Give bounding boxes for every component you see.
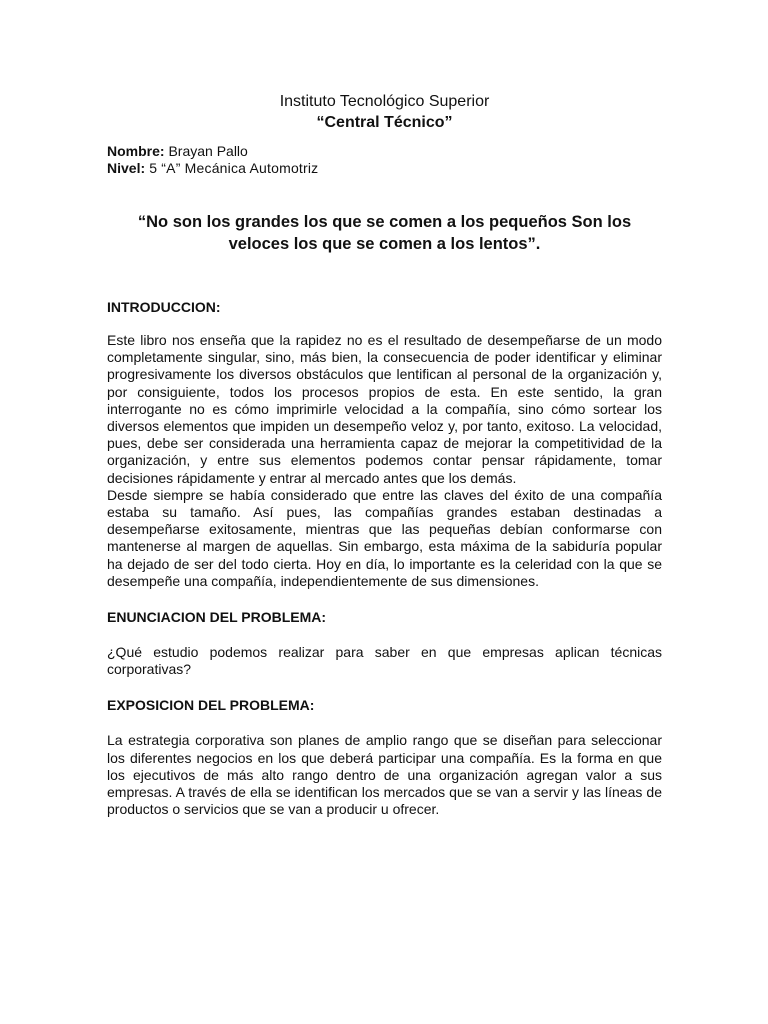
student-info	[107, 143, 662, 177]
problem-exposition-paragraph: La estrategia corporativa son planes de amplio rango que se diseñan para seleccionar los diferentes negocios en los que deberá participar una compañía. Es la forma en que los ejecutivos de más alto rango dentro de una organización agregan valor a sus empresas. A través de ella se identifican los mercados que se van a servir y las líneas de productos o servicios que se van a producir u ofrecer.	[107, 732, 662, 818]
quote: “No son los grandes los que se comen a los pequeños Son los veloces los que se comen a los lentos”.	[137, 213, 632, 253]
institute-title: Instituto Tecnológico Superior	[279, 93, 490, 110]
problem-exposition-heading: EXPOSICION DEL PROBLEMA:	[107, 697, 315, 714]
problem-statement-heading: ENUNCIACION DEL PROBLEMA:	[107, 609, 327, 626]
institute-subtitle: “Central Técnico”	[316, 114, 453, 131]
name-row	[107, 143, 662, 160]
level-row	[107, 160, 662, 177]
level-value: 5 “A” Mecánica Automotriz	[145, 160, 319, 176]
name-value: Brayan Pallo	[164, 143, 248, 159]
introduction-paragraph-2: Desde siempre se había considerado que entre las claves del éxito de una compañía estaba su tamaño. Así pues, las compañías grandes estaban destinadas a desempeñarse exitosamente, mientras que las pequeñas debían conformarse con mantenerse al margen de aquellas. Sin embargo, esta máxima de la sabiduría popular ha dejado de ser del todo cierta. Hoy en día, lo importante es la celeridad con la que se desempeñe una compañía, independientemente de sus dimensiones.	[107, 486, 662, 589]
introduction-paragraph-1: Este libro nos enseña que la rapidez no es el resultado de desempeñarse de un modo completamente singular, sino, más bien, la consecuencia de poder identificar y eliminar progresivamente los diversos obstáculos que lentifican al personal de la organización y, por consiguiente, todos los procesos propios de esta. En este sentido, la gran interrogante no es cómo imprimirle velocidad a la compañía, sino cómo sortear los diversos elementos que impiden un desempeño veloz y, por tanto, exitoso. La velocidad, pues, debe ser considerada una herramienta capaz de mejorar la competitividad de la organización, y entre sus elementos podemos contar pensar rápidamente, tomar decisiones rápidamente y entrar al mercado antes que los demás.	[107, 332, 662, 486]
level-label: Nivel:	[107, 160, 146, 176]
problem-statement-paragraph: ¿Qué estudio podemos realizar para saber en que empresas aplican técnicas corporativas?	[107, 644, 662, 678]
document-content	[107, 91, 662, 818]
name-label: Nombre:	[107, 143, 165, 159]
introduction-heading: INTRODUCCION:	[107, 299, 221, 315]
title-block	[107, 91, 662, 133]
